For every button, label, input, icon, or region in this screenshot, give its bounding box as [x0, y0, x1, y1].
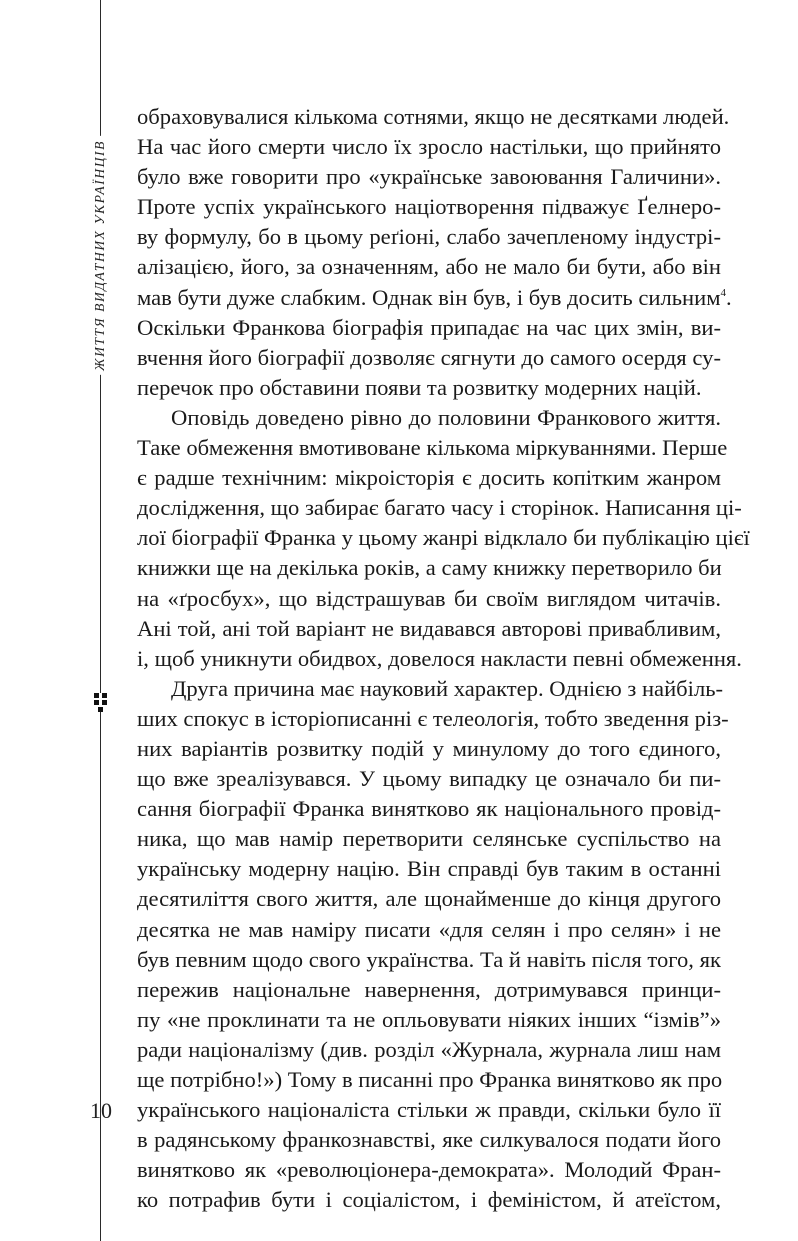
text-line: пу «не проклинати та не опльовувати ніяких інших “ізмів”»: [137, 1006, 721, 1032]
text-line: дослідження, що забирає багато часу і сторінок. Написання ці-: [137, 495, 742, 521]
text-line: них варіантів розвитку подій у минулому до того єдиного,: [137, 735, 721, 761]
text-line: перечок про обставини появи та розвитку модерних націй.: [137, 374, 702, 400]
text-line: мав бути дуже слабким. Однак він був, і був досить сильним$^4$.: [137, 284, 732, 310]
body-text: [137, 102, 750, 1215]
text-line: алізацією, його, за означенням, або не мало би бути, або він: [137, 254, 721, 280]
text-line: книжки ще на декілька років, а саму книжку перетворило би: [137, 555, 722, 581]
text-line: Друга причина має науковий характер. Однією з найбіль-: [171, 675, 724, 701]
text-line: вчення його біографії дозволяє сягнути до самого осердя су-: [137, 344, 721, 370]
text-line: десятка не мав наміру писати «для селян і про селян» і не: [137, 916, 721, 942]
text-line: ще потрібно!») Тому в писанні про Франка винятково як про: [137, 1067, 723, 1092]
text-line: обраховувалися кількома сотнями, якщо не десятками людей.: [137, 104, 730, 129]
text-line: Оскільки Франкова біографія припадає на час цих змін, ви-: [137, 314, 721, 340]
text-line: був певним щодо свого українства. Та й навіть після того, як: [137, 946, 721, 972]
text-line: Ані той, ані той варіант не видавався авторові привабливим,: [137, 615, 721, 641]
running-head-text: ЖИТТЯ ВИДАТНИХ УКРАЇНЦІВ: [92, 136, 108, 375]
text-line: є радше технічним: мікроісторія є досить копітким жанром: [137, 465, 721, 491]
text-line: і, щоб уникнути обидвох, довелося накласти певні обмеження.: [137, 645, 742, 671]
text-line: пережив національне навернення, дотримувався принци-: [137, 976, 721, 1002]
footnote-marker: 4: [720, 286, 726, 299]
text-line: Проте успіх українського націотворення підважує Ґелнеро-: [137, 194, 721, 220]
text-line: було вже говорити про «українське завоювання Галичини».: [137, 164, 721, 190]
text-line: На час його смерти число їх зросло настільки, що прийнято: [137, 134, 721, 160]
running-head: [82, 105, 118, 375]
text-line: ко потрафив бути і соціалістом, і феміністом, й атеїстом,: [137, 1187, 721, 1213]
text-line: лої біографії Франка у цьому жанрі відклало би публікацію цієї: [137, 525, 750, 551]
text-line: українського націоналіста стільки ж правди, скільки було її: [137, 1097, 721, 1123]
text-line: на «ґросбух», що відстрашував би своїм виглядом читачів.: [137, 585, 721, 611]
text-line: винятково як «революціонера-демократа». Молодий Фран-: [137, 1157, 721, 1183]
ornament-icon: [94, 693, 108, 712]
text-line: ника, що мав намір перетворити селянське суспільство на: [137, 826, 721, 852]
text-line: Таке обмеження вмотивоване кількома міркуваннями. Перше: [137, 435, 728, 461]
text-line: десятиліття свого життя, але щонайменше до кінця другого: [137, 886, 721, 912]
text-line-content: мав бути дуже слабким. Однак він був, і був досить сильним: [137, 284, 721, 310]
text-line: Оповідь доведено рівно до половини Франкового життя.: [171, 404, 721, 430]
text-line: сання біографії Франка винятково як національного провід-: [137, 796, 721, 822]
text-line: що вже зреалізувався. У цьому випадку це означало би пи-: [137, 766, 721, 792]
page-number: 10: [90, 1098, 112, 1123]
text-line: в радянському франкознавстві, яке силкувалося подати його: [137, 1127, 721, 1153]
text-line: ради націоналізму (див. розділ «Журнала, журнала лиш нам: [137, 1036, 721, 1062]
text-line: українську модерну націю. Він справді був таким в останні: [137, 856, 721, 882]
text-line: ву формулу, бо в цьому реґіоні, слабо зачепленому індустрі-: [137, 224, 721, 250]
text-line: ших спокус в історіописанні є телеологія, тобто зведення різ-: [137, 705, 729, 731]
